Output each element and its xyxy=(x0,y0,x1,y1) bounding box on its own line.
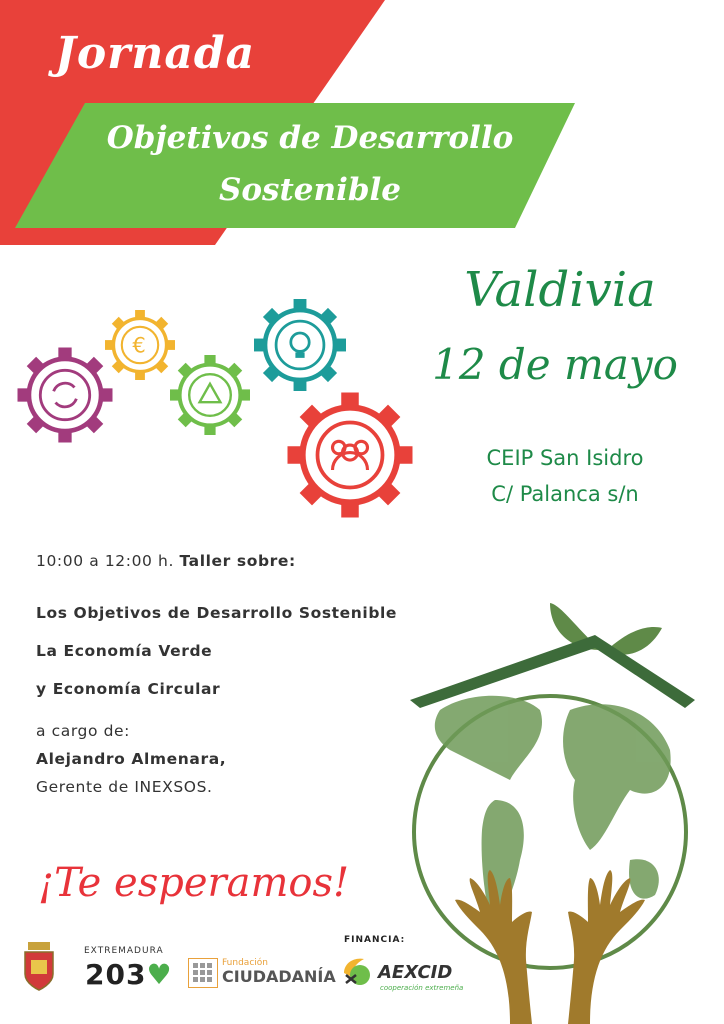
workshop-label: Taller sobre: xyxy=(179,552,296,570)
topic-item: y Economía Circular xyxy=(36,680,221,698)
gear-teal-bulb-icon xyxy=(254,299,346,391)
municipal-crest-icon xyxy=(22,940,56,992)
extremadura-2030-logo xyxy=(85,958,173,991)
schedule-line xyxy=(36,552,296,570)
gear-yellow-icon xyxy=(105,310,175,380)
closing-message: ¡Te esperamos! xyxy=(38,860,350,906)
title-ods xyxy=(60,112,560,216)
gears-illustration xyxy=(10,290,430,540)
gear-purple-icon xyxy=(17,348,112,443)
fundacion-label: Fundación xyxy=(222,958,268,968)
ciudadania-label: CIUDADANÍA xyxy=(222,967,336,986)
event-venue xyxy=(440,440,690,512)
fundacion-ciudadania-logo-icon xyxy=(188,958,218,988)
venue-address: C/ Palanca s/n xyxy=(491,482,639,506)
title-ods-line1: Objetivos de Desarrollo xyxy=(106,120,514,156)
speaker-intro: a cargo de: xyxy=(36,722,130,740)
gear-red-people-icon xyxy=(288,393,413,518)
event-city: Valdivia xyxy=(464,262,656,318)
topics-list xyxy=(36,594,397,708)
event-date: 12 de mayo xyxy=(432,340,678,389)
financia-label: FINANCIA: xyxy=(344,935,406,945)
schedule-time: 10:00 a 12:00 h. xyxy=(36,552,174,570)
venue-name: CEIP San Isidro xyxy=(486,446,644,470)
speaker-name: Alejandro Almenara, xyxy=(36,750,227,768)
heart-icon: ♥ xyxy=(146,958,173,991)
aexcid-logo-icon xyxy=(340,955,376,991)
topic-item: La Economía Verde xyxy=(36,642,213,660)
title-jornada: Jornada xyxy=(55,28,256,79)
gear-green-recycle-icon xyxy=(170,355,250,435)
speaker-role: Gerente de INEXSOS. xyxy=(36,778,213,796)
aexcid-label: AEXCID xyxy=(378,962,453,983)
speaker-block xyxy=(36,717,226,801)
topic-item: Los Objetivos de Desarrollo Sostenible xyxy=(36,604,398,622)
globe-hands-illustration xyxy=(400,600,700,1024)
continents-icon xyxy=(435,696,671,930)
aexcid-sub-label: cooperación extremeña xyxy=(380,984,464,992)
extremadura-logo-label: EXTREMADURA xyxy=(84,946,164,956)
svg-text:€: € xyxy=(132,333,146,358)
hands-icon xyxy=(455,870,645,1024)
extremadura-year: 203 xyxy=(85,958,147,991)
title-ods-line2: Sostenible xyxy=(218,172,402,208)
